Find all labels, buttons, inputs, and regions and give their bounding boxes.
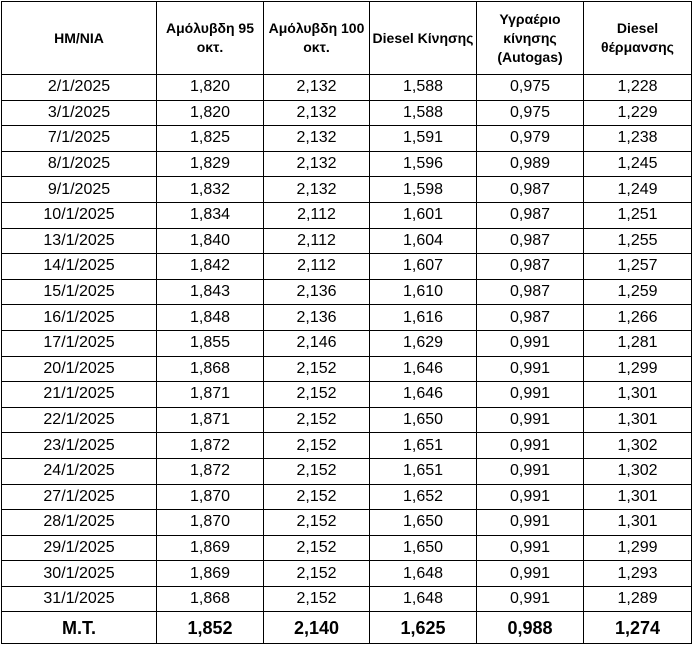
cell-diesel-motor: 1,601 — [370, 202, 477, 228]
table-row — [2, 177, 692, 203]
table-row — [2, 126, 692, 152]
cell-unleaded-95: 1,834 — [157, 202, 264, 228]
cell-diesel-heating: 1,299 — [584, 356, 692, 382]
header-unleaded-100: Αμόλυβδη 100 οκτ. — [264, 2, 370, 75]
cell-diesel-motor: 1,598 — [370, 177, 477, 203]
cell-unleaded-95: 1,868 — [157, 586, 264, 612]
cell-autogas: 0,987 — [477, 202, 584, 228]
table-row — [2, 228, 692, 254]
cell-unleaded-100: 2,152 — [264, 458, 370, 484]
cell-autogas: 0,991 — [477, 510, 584, 536]
cell-autogas: 0,991 — [477, 382, 584, 408]
table-footer — [2, 612, 692, 644]
table-row — [2, 407, 692, 433]
cell-diesel-motor: 1,651 — [370, 433, 477, 459]
cell-diesel-heating: 1,228 — [584, 75, 692, 101]
table-row — [2, 382, 692, 408]
cell-date: 30/1/2025 — [2, 561, 157, 587]
header-autogas: Υγραέριο κίνησης (Autogas) — [477, 2, 584, 75]
cell-date: 29/1/2025 — [2, 535, 157, 561]
average-autogas: 0,988 — [477, 612, 584, 644]
cell-unleaded-95: 1,872 — [157, 433, 264, 459]
cell-unleaded-100: 2,132 — [264, 151, 370, 177]
table-row — [2, 510, 692, 536]
cell-unleaded-100: 2,152 — [264, 561, 370, 587]
table-row — [2, 151, 692, 177]
cell-autogas: 0,991 — [477, 458, 584, 484]
table-row — [2, 586, 692, 612]
cell-unleaded-100: 2,132 — [264, 100, 370, 126]
cell-diesel-heating: 1,255 — [584, 228, 692, 254]
cell-date: 8/1/2025 — [2, 151, 157, 177]
cell-diesel-motor: 1,652 — [370, 484, 477, 510]
cell-autogas: 0,991 — [477, 356, 584, 382]
cell-diesel-heating: 1,299 — [584, 535, 692, 561]
cell-diesel-motor: 1,604 — [370, 228, 477, 254]
cell-unleaded-100: 2,152 — [264, 586, 370, 612]
average-unleaded-100: 2,140 — [264, 612, 370, 644]
cell-unleaded-100: 2,132 — [264, 126, 370, 152]
cell-date: 22/1/2025 — [2, 407, 157, 433]
cell-autogas: 0,975 — [477, 100, 584, 126]
table-row — [2, 458, 692, 484]
table-row — [2, 433, 692, 459]
cell-unleaded-100: 2,152 — [264, 407, 370, 433]
cell-unleaded-100: 2,152 — [264, 535, 370, 561]
cell-date: 31/1/2025 — [2, 586, 157, 612]
cell-date: 13/1/2025 — [2, 228, 157, 254]
cell-diesel-heating: 1,245 — [584, 151, 692, 177]
cell-diesel-motor: 1,650 — [370, 407, 477, 433]
cell-date: 14/1/2025 — [2, 254, 157, 280]
cell-unleaded-100: 2,136 — [264, 279, 370, 305]
cell-unleaded-95: 1,855 — [157, 330, 264, 356]
cell-unleaded-95: 1,842 — [157, 254, 264, 280]
cell-autogas: 0,987 — [477, 254, 584, 280]
cell-diesel-motor: 1,629 — [370, 330, 477, 356]
cell-date: 10/1/2025 — [2, 202, 157, 228]
cell-autogas: 0,989 — [477, 151, 584, 177]
cell-diesel-heating: 1,301 — [584, 510, 692, 536]
cell-autogas: 0,991 — [477, 484, 584, 510]
cell-autogas: 0,987 — [477, 177, 584, 203]
cell-unleaded-95: 1,848 — [157, 305, 264, 331]
cell-date: 3/1/2025 — [2, 100, 157, 126]
cell-unleaded-100: 2,152 — [264, 433, 370, 459]
cell-diesel-motor: 1,650 — [370, 510, 477, 536]
cell-autogas: 0,991 — [477, 407, 584, 433]
cell-diesel-heating: 1,238 — [584, 126, 692, 152]
cell-unleaded-100: 2,112 — [264, 228, 370, 254]
cell-unleaded-95: 1,871 — [157, 382, 264, 408]
cell-date: 20/1/2025 — [2, 356, 157, 382]
cell-diesel-motor: 1,591 — [370, 126, 477, 152]
cell-unleaded-100: 2,112 — [264, 254, 370, 280]
cell-diesel-motor: 1,607 — [370, 254, 477, 280]
cell-date: 27/1/2025 — [2, 484, 157, 510]
cell-unleaded-100: 2,152 — [264, 484, 370, 510]
cell-date: 16/1/2025 — [2, 305, 157, 331]
cell-unleaded-95: 1,871 — [157, 407, 264, 433]
cell-diesel-motor: 1,646 — [370, 356, 477, 382]
table-row — [2, 279, 692, 305]
cell-unleaded-100: 2,152 — [264, 510, 370, 536]
cell-unleaded-95: 1,829 — [157, 151, 264, 177]
header-unleaded-95: Αμόλυβδη 95 οκτ. — [157, 2, 264, 75]
average-diesel-motor: 1,625 — [370, 612, 477, 644]
cell-unleaded-95: 1,869 — [157, 561, 264, 587]
cell-autogas: 0,991 — [477, 561, 584, 587]
cell-unleaded-95: 1,840 — [157, 228, 264, 254]
cell-autogas: 0,987 — [477, 279, 584, 305]
cell-autogas: 0,991 — [477, 586, 584, 612]
table-row — [2, 254, 692, 280]
cell-diesel-heating: 1,281 — [584, 330, 692, 356]
average-label: Μ.Τ. — [2, 612, 157, 644]
cell-unleaded-95: 1,870 — [157, 510, 264, 536]
average-unleaded-95: 1,852 — [157, 612, 264, 644]
table-row — [2, 75, 692, 101]
cell-diesel-heating: 1,229 — [584, 100, 692, 126]
cell-diesel-heating: 1,301 — [584, 382, 692, 408]
cell-unleaded-100: 2,132 — [264, 177, 370, 203]
cell-diesel-heating: 1,302 — [584, 458, 692, 484]
cell-diesel-motor: 1,610 — [370, 279, 477, 305]
cell-autogas: 0,991 — [477, 330, 584, 356]
cell-autogas: 0,987 — [477, 305, 584, 331]
cell-date: 15/1/2025 — [2, 279, 157, 305]
header-diesel-heating: Diesel θέρμανσης — [584, 2, 692, 75]
cell-diesel-heating: 1,301 — [584, 484, 692, 510]
cell-unleaded-100: 2,152 — [264, 356, 370, 382]
cell-diesel-heating: 1,289 — [584, 586, 692, 612]
header-date: ΗΜ/ΝΙΑ — [2, 2, 157, 75]
table-row — [2, 535, 692, 561]
table-row — [2, 330, 692, 356]
cell-diesel-heating: 1,302 — [584, 433, 692, 459]
cell-diesel-motor: 1,646 — [370, 382, 477, 408]
average-diesel-heating: 1,274 — [584, 612, 692, 644]
cell-unleaded-95: 1,872 — [157, 458, 264, 484]
cell-autogas: 0,979 — [477, 126, 584, 152]
cell-diesel-motor: 1,588 — [370, 75, 477, 101]
cell-date: 21/1/2025 — [2, 382, 157, 408]
cell-diesel-motor: 1,648 — [370, 586, 477, 612]
cell-diesel-heating: 1,301 — [584, 407, 692, 433]
table-row — [2, 100, 692, 126]
cell-unleaded-95: 1,825 — [157, 126, 264, 152]
header-diesel-motor: Diesel Κίνησης — [370, 2, 477, 75]
cell-diesel-motor: 1,596 — [370, 151, 477, 177]
cell-diesel-heating: 1,249 — [584, 177, 692, 203]
cell-autogas: 0,991 — [477, 433, 584, 459]
cell-diesel-heating: 1,257 — [584, 254, 692, 280]
cell-date: 23/1/2025 — [2, 433, 157, 459]
cell-unleaded-95: 1,832 — [157, 177, 264, 203]
cell-unleaded-100: 2,132 — [264, 75, 370, 101]
cell-unleaded-95: 1,870 — [157, 484, 264, 510]
cell-unleaded-95: 1,868 — [157, 356, 264, 382]
cell-unleaded-95: 1,843 — [157, 279, 264, 305]
cell-date: 24/1/2025 — [2, 458, 157, 484]
fuel-price-table — [1, 1, 692, 644]
table-header — [2, 2, 692, 75]
table-row — [2, 305, 692, 331]
header-row — [2, 2, 692, 75]
cell-date: 9/1/2025 — [2, 177, 157, 203]
cell-diesel-heating: 1,259 — [584, 279, 692, 305]
cell-diesel-heating: 1,293 — [584, 561, 692, 587]
cell-diesel-motor: 1,648 — [370, 561, 477, 587]
table-body — [2, 75, 692, 612]
cell-unleaded-95: 1,820 — [157, 75, 264, 101]
cell-diesel-motor: 1,651 — [370, 458, 477, 484]
cell-unleaded-100: 2,152 — [264, 382, 370, 408]
table-row — [2, 202, 692, 228]
cell-unleaded-100: 2,136 — [264, 305, 370, 331]
cell-diesel-motor: 1,616 — [370, 305, 477, 331]
cell-unleaded-100: 2,112 — [264, 202, 370, 228]
average-row — [2, 612, 692, 644]
table-row — [2, 356, 692, 382]
cell-autogas: 0,975 — [477, 75, 584, 101]
cell-unleaded-95: 1,820 — [157, 100, 264, 126]
cell-autogas: 0,987 — [477, 228, 584, 254]
cell-unleaded-95: 1,869 — [157, 535, 264, 561]
cell-diesel-motor: 1,650 — [370, 535, 477, 561]
cell-diesel-motor: 1,588 — [370, 100, 477, 126]
table-row — [2, 561, 692, 587]
cell-unleaded-100: 2,146 — [264, 330, 370, 356]
cell-date: 17/1/2025 — [2, 330, 157, 356]
cell-date: 28/1/2025 — [2, 510, 157, 536]
cell-diesel-heating: 1,266 — [584, 305, 692, 331]
cell-date: 7/1/2025 — [2, 126, 157, 152]
table-row — [2, 484, 692, 510]
cell-date: 2/1/2025 — [2, 75, 157, 101]
cell-diesel-heating: 1,251 — [584, 202, 692, 228]
cell-autogas: 0,991 — [477, 535, 584, 561]
